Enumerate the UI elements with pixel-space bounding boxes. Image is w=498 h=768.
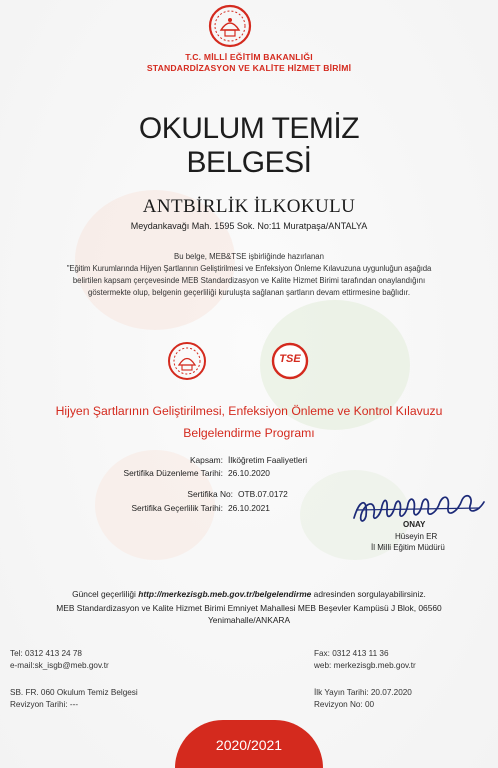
approver-title: İl Milli Eğitim Müdürü <box>371 543 445 552</box>
meb-emblem-small-icon <box>167 340 207 382</box>
approval-label: ONAY <box>403 520 426 529</box>
statement-line-3: belirtilen kapsam çerçevesinde MEB Standardizasyon ve Kalite Hizmet Birimi tarafından onaylandığını <box>72 276 426 285</box>
unit-address-line-1: MEB Standardizasyon ve Kalite Hizmet Birimi Emniyet Mahallesi MEB Beşevler Kampüsü J Blok, 06560 <box>56 603 442 613</box>
validity-date-value: 26.10.2021 <box>228 503 270 513</box>
contact-tel: Tel: 0312 413 24 78 <box>10 649 82 658</box>
school-name: ANTBİRLİK İLKOKULU <box>142 196 356 217</box>
program-title-line-1: Hijyen Şartlarının Geliştirilmesi, Enfeksiyon Önleme ve Kontrol Kılavuzu <box>55 404 443 418</box>
program-title-line-2: Belgelendirme Programı <box>183 426 315 440</box>
verification-prefix: Güncel geçerliliği <box>72 589 136 599</box>
scope-label: Kapsam: <box>189 455 223 465</box>
tse-logo-icon <box>270 341 310 381</box>
statement-line-1: Bu belge, MEB&TSE işbirliğinde hazırlanan <box>174 252 324 261</box>
ministry-unit: STANDARDİZASYON VE KALİTE HİZMET BİRİMİ <box>146 63 352 73</box>
meb-emblem-icon <box>208 2 252 50</box>
contact-email[interactable]: e-mail:sk_isgb@meb.gov.tr <box>10 661 109 670</box>
revision-number: Revizyon No: 00 <box>314 700 375 709</box>
form-code: SB. FR. 060 Okulum Temiz Belgesi <box>10 688 138 697</box>
certificate-number-value: OTB.07.0172 <box>238 489 288 499</box>
statement-line-2: "Eğitim Kurumlarında Hijyen Şartlarının Geliştirilmesi ve Enfeksiyon Önleme Kılavuzuna uygunluğun aşağıda <box>66 264 432 273</box>
certificate-title-line-2: BELGESİ <box>186 146 312 179</box>
first-issue-date: İlk Yayın Tarihi: 20.07.2020 <box>314 688 412 697</box>
verification-url[interactable]: http://merkezisgb.meb.gov.tr/belgelendirme <box>138 589 312 599</box>
verification-line <box>0 589 498 599</box>
issue-date-label: Sertifika Düzenleme Tarihi: <box>123 468 223 478</box>
tse-logo-label: TSE <box>279 353 301 365</box>
year-badge-label: 2020/2021 <box>215 737 283 753</box>
scope-value: İlköğretim Faaliyetleri <box>228 455 308 465</box>
revision-date: Revizyon Tarihi: --- <box>10 700 79 709</box>
certificate-number-label: Sertifika No: <box>187 489 233 499</box>
contact-web[interactable]: web: merkezisgb.meb.gov.tr <box>314 661 416 670</box>
statement-line-4: göstermekte olup, belgenin geçerliliği kuruluşta sağlanan şartların devam ettirmesine bağlıdır. <box>87 288 410 297</box>
verification-suffix: adresinden sorgulayabilirsiniz. <box>313 589 426 599</box>
year-badge <box>175 720 323 768</box>
validity-date-label: Sertifika Geçerlilik Tarihi: <box>131 503 223 513</box>
approver-name: Hüseyin ER <box>395 532 438 541</box>
issue-date-value: 26.10.2020 <box>228 468 270 478</box>
ministry-name: T.C. MİLLİ EĞİTİM BAKANLIĞI <box>185 52 313 62</box>
contact-fax: Fax: 0312 413 11 36 <box>314 649 389 658</box>
unit-address-line-2: Yenimahalle/ANKARA <box>207 615 291 625</box>
certificate-title-line-1: OKULUM TEMİZ <box>138 112 360 145</box>
school-address: Meydankavağı Mah. 1595 Sok. No:11 Muratpaşa/ANTALYA <box>130 221 368 231</box>
